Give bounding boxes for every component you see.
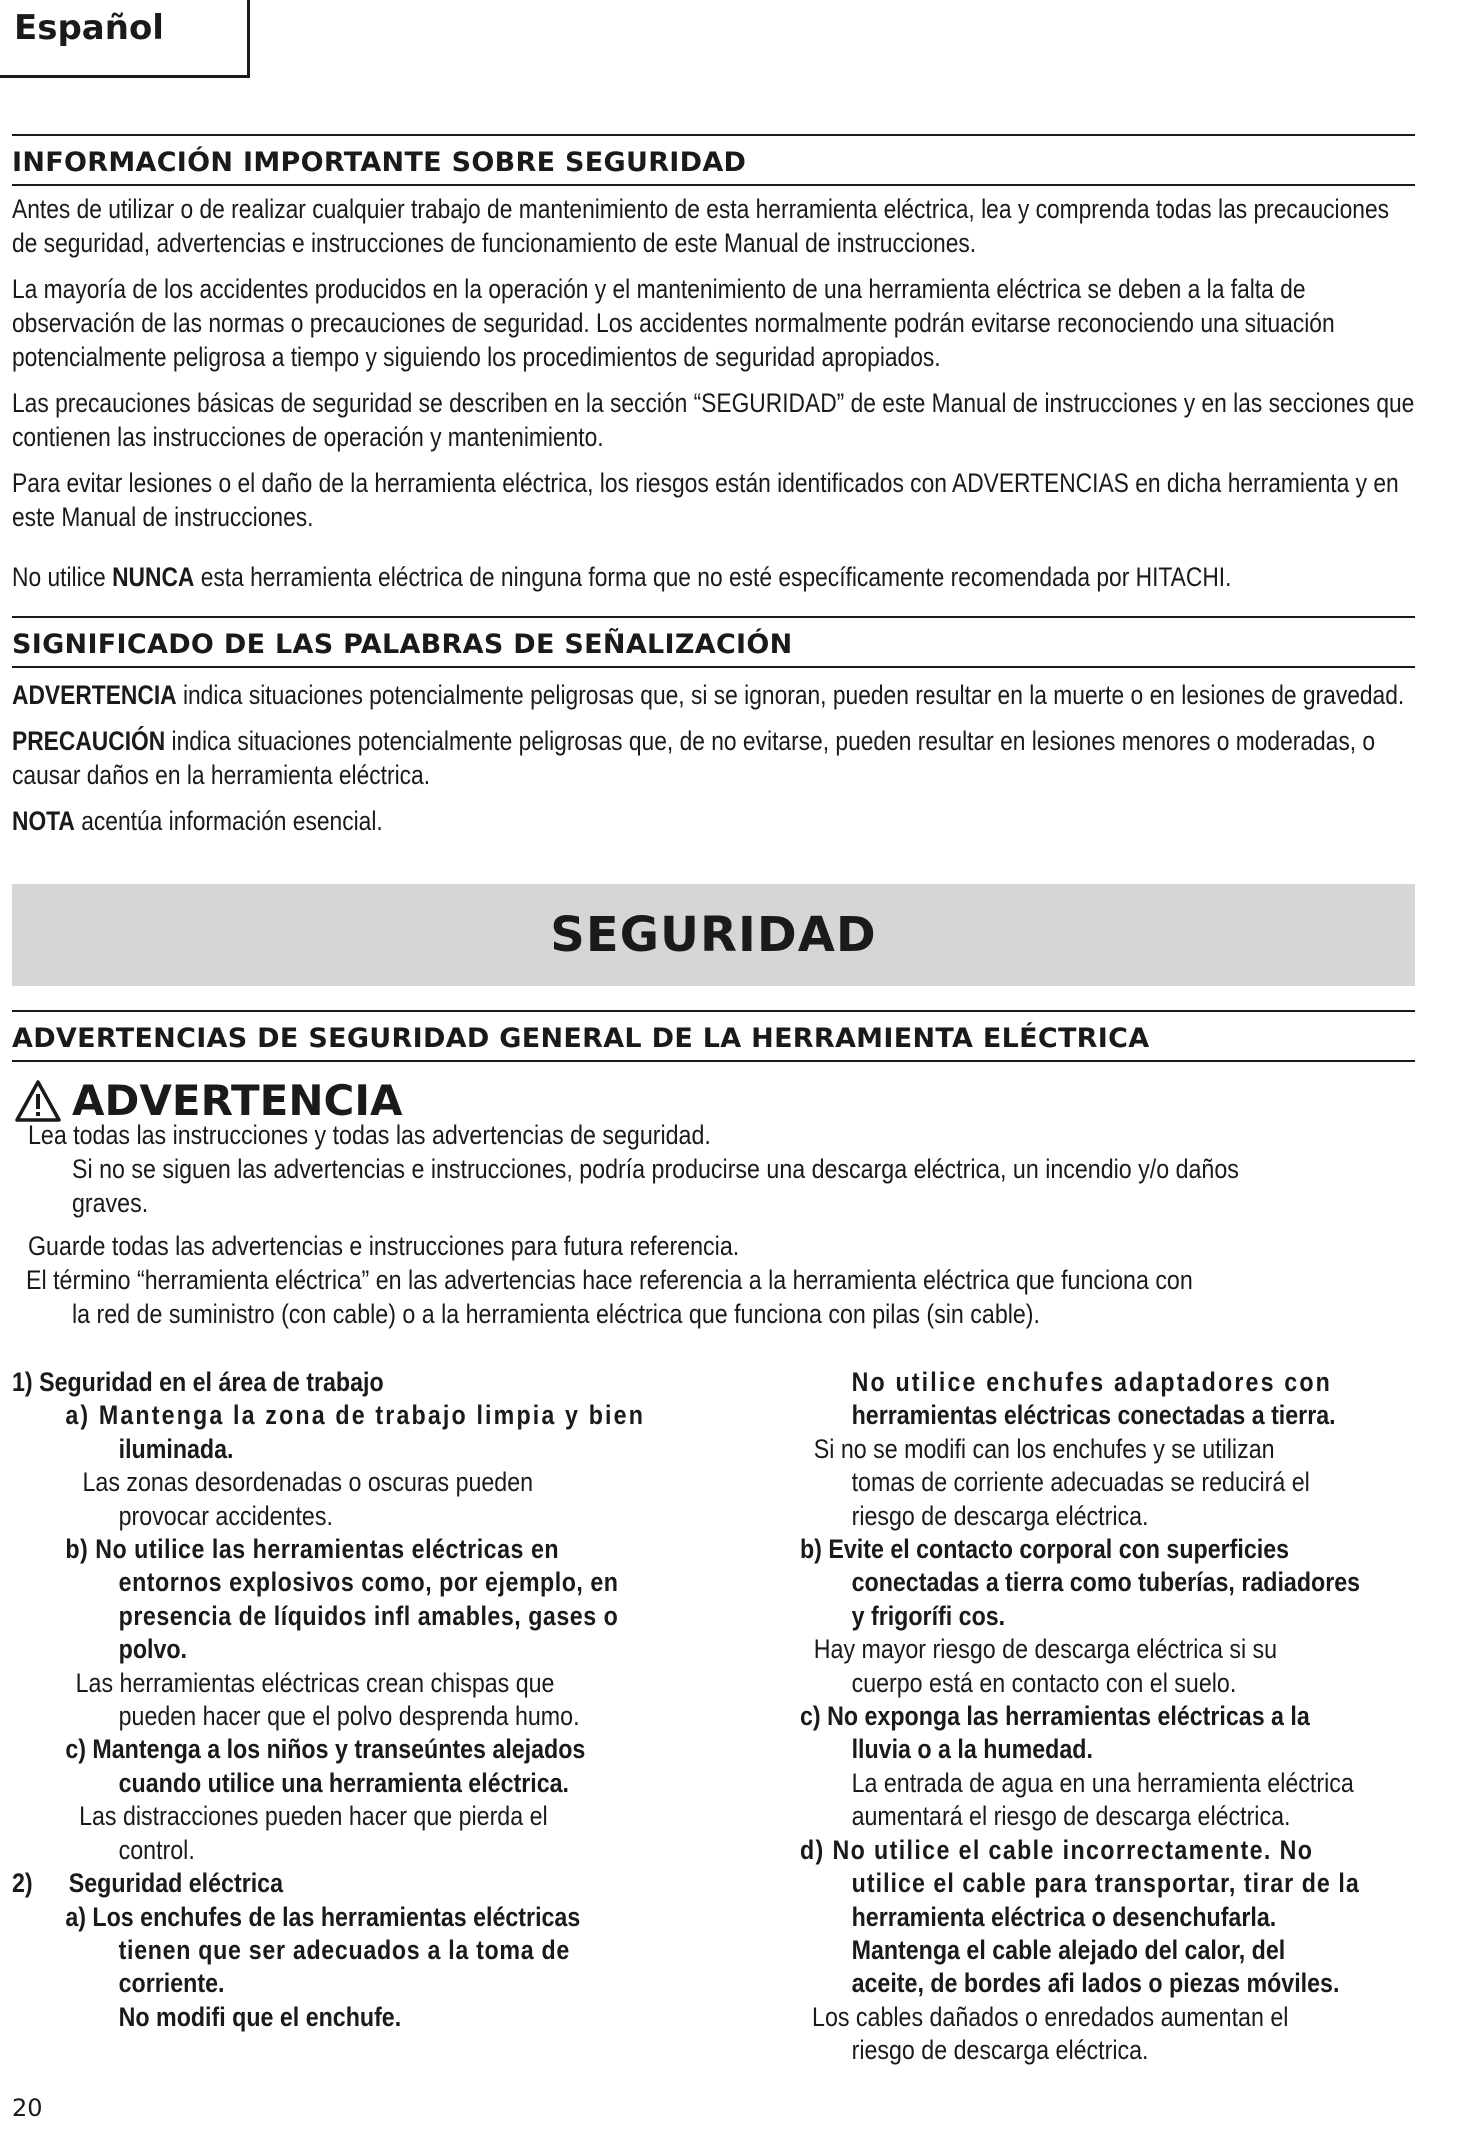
item-2d-line-1: d) No utilice el cable incorrectamente. No (800, 1834, 1314, 1865)
item-2a-cont-line-5: riesgo de descarga eléctrica. (851, 1500, 1149, 1531)
info-section (12, 134, 1415, 606)
general-section (12, 1010, 1415, 1062)
item-1c-line-1: c) Mantenga a los niños y transeúntes alejados (65, 1734, 586, 1765)
signal-caution: PRECAUCIÓN indica situaciones potencialmente peligrosas que, de no evitarse, pueden resultar en lesiones menores o moderadas, o causar daños en la herramienta eléctrica. (12, 726, 1376, 790)
item-2a-line-3: corriente. (118, 1968, 225, 1999)
item-2a-line-2: tienen que ser adecuados a la toma de (118, 1934, 570, 1965)
language-label: Español (14, 8, 164, 48)
item-2b-line-1: b) Evite el contacto corporal con superficies (800, 1534, 1290, 1565)
item-2d-line-4: Mantenga el cable alejado del calor, del (851, 1934, 1286, 1965)
item-1a-line-3: Las zonas desordenadas o oscuras pueden (82, 1467, 534, 1498)
general-heading: ADVERTENCIAS DE SEGURIDAD GENERAL DE LA HERRAMIENTA ELÉCTRICA (12, 1010, 1415, 1062)
item-2c-line-3: La entrada de agua en una herramienta eléctrica (851, 1767, 1354, 1798)
item-2d-line-7: riesgo de descarga eléctrica. (851, 2035, 1149, 2066)
right-column (800, 1366, 1360, 2068)
term-definition-1: El término “herramienta eléctrica” en las advertencias hace referencia a la herramienta eléctrica que funciona con (26, 1265, 1193, 1295)
item-1c-line-4: control. (118, 1834, 195, 1865)
item-2a-cont-line-1: No utilice enchufes adaptadores con (851, 1367, 1333, 1397)
item-1c-line-2: cuando utilice una herramienta eléctrica. (118, 1767, 570, 1798)
warning-title-row (14, 1076, 402, 1125)
keep-instructions: Guarde todas las advertencias e instrucciones para futura referencia. (28, 1231, 740, 1261)
item-2c-line-2: lluvia o a la humedad. (851, 1734, 1093, 1765)
info-paragraph-4: Para evitar lesiones o el daño de la herramienta eléctrica, los riesgos están identificados con ADVERTENCIAS en dicha herramienta y en este Manual de instrucciones. (12, 468, 1399, 532)
item-2a-cont-line-3: Si no se modifi can los enchufes y se utilizan (813, 1433, 1275, 1464)
info-paragraph-1: Antes de utilizar o de realizar cualquier trabajo de mantenimiento de esta herramienta eléctrica, lea y comprenda todas las precauciones de seguridad, advertencias e instrucciones de funcionamiento de este Manual de instrucciones. (12, 194, 1390, 258)
signals-heading: SIGNIFICADO DE LAS PALABRAS DE SEÑALIZACIÓN (12, 616, 1415, 668)
left-column (12, 1366, 645, 2034)
item-1a-line-4: provocar accidentes. (118, 1500, 333, 1531)
item-1c-line-3: Las distracciones pueden hacer que pierda el (79, 1801, 548, 1832)
item-1a-line-2: iluminada. (118, 1433, 234, 1464)
read-all-instruction: Lea todas las instrucciones y todas las advertencias de seguridad. (28, 1120, 711, 1150)
item-1b-line-2: entornos explosivos como, por ejemplo, en (118, 1567, 619, 1598)
read-all-detail-2: graves. (72, 1188, 149, 1218)
section-2-title: 2) Seguridad eléctrica (12, 1868, 284, 1899)
info-body (12, 192, 1418, 594)
warning-title: ADVERTENCIA (72, 1076, 403, 1125)
item-2b-line-3: y frigorífi cos. (851, 1600, 1006, 1631)
item-2a-line-4: No modifi que el enchufe. (118, 2001, 402, 2032)
item-2d-line-5: aceite, de bordes afi lados o piezas móviles. (851, 1968, 1340, 1999)
signal-note: NOTA acentúa información esencial. (12, 806, 383, 836)
item-2a-line-1: a) Los enchufes de las herramientas eléctricas (65, 1901, 581, 1932)
item-2b-line-5: cuerpo está en contacto con el suelo. (851, 1667, 1237, 1698)
read-all-detail-1: Si no se siguen las advertencias e instrucciones, podría producirse una descarga eléctrica, un incendio y/o daños (72, 1154, 1239, 1184)
item-1b-line-6: pueden hacer que el polvo desprenda humo. (118, 1701, 580, 1732)
banner-title: SEGURIDAD (550, 907, 877, 963)
item-2c-line-4: aumentará el riesgo de descarga eléctrica. (851, 1801, 1291, 1832)
info-paragraph-2: La mayoría de los accidentes producidos en la operación y el mantenimiento de una herramienta eléctrica se deben a la falta de observación de las normas o precauciones de seguridad. Los accidentes normalmente podrán evitarse reconociendo una situación potencialmente peligrosa a tiempo y siguiendo los procedimientos de seguridad apropiados. (12, 274, 1335, 372)
item-1b-line-3: presencia de líquidos infl amables, gases o (118, 1600, 619, 1631)
item-2a-cont-line-4: tomas de corriente adecuadas se reducirá el (851, 1467, 1310, 1498)
item-1a-line-1: a) Mantenga la zona de trabajo limpia y bien (65, 1400, 646, 1431)
page-number: 20 (12, 2094, 43, 2122)
signals-section (12, 616, 1415, 850)
language-tab (0, 0, 250, 78)
section-1-title: 1) Seguridad en el área de trabajo (12, 1367, 384, 1397)
item-1b-line-4: polvo. (118, 1634, 188, 1665)
item-1b-line-5: Las herramientas eléctricas crean chispas que (75, 1667, 555, 1698)
info-paragraph-5: No utilice NUNCA esta herramienta eléctrica de ninguna forma que no esté específicamente recomendada por HITACHI. (12, 562, 1232, 592)
info-heading: INFORMACIÓN IMPORTANTE SOBRE SEGURIDAD (12, 134, 1415, 186)
item-2c-line-1: c) No exponga las herramientas eléctricas a la (800, 1701, 1310, 1732)
signals-body (12, 678, 1418, 838)
item-1b-line-1: b) No utilice las herramientas eléctricas en (65, 1534, 560, 1565)
item-2a-cont-line-2: herramientas eléctricas conectadas a tierra. (851, 1400, 1336, 1431)
info-paragraph-3: Las precauciones básicas de seguridad se describen en la sección “SEGURIDAD” de este Manual de instrucciones y en las secciones que contienen las instrucciones de operación y mantenimiento. (12, 388, 1415, 452)
item-2b-line-4: Hay mayor riesgo de descarga eléctrica si su (813, 1634, 1278, 1665)
item-2d-line-2: utilice el cable para transportar, tirar de la (851, 1868, 1360, 1899)
signal-warning: ADVERTENCIA indica situaciones potencialmente peligrosas que, si se ignoran, pueden resultar en la muerte o en lesiones de gravedad. (12, 680, 1405, 710)
item-2d-line-3: herramienta eléctrica o desenchufarla. (851, 1901, 1277, 1932)
safety-banner (12, 884, 1415, 986)
term-definition-2: la red de suministro (con cable) o a la herramienta eléctrica que funciona con pilas (sin cable). (72, 1299, 1040, 1329)
item-2d-line-6: Los cables dañados o enredados aumentan el (812, 2001, 1289, 2032)
item-2b-line-2: conectadas a tierra como tuberías, radiadores (851, 1567, 1361, 1598)
warning-triangle-icon (14, 1079, 62, 1123)
